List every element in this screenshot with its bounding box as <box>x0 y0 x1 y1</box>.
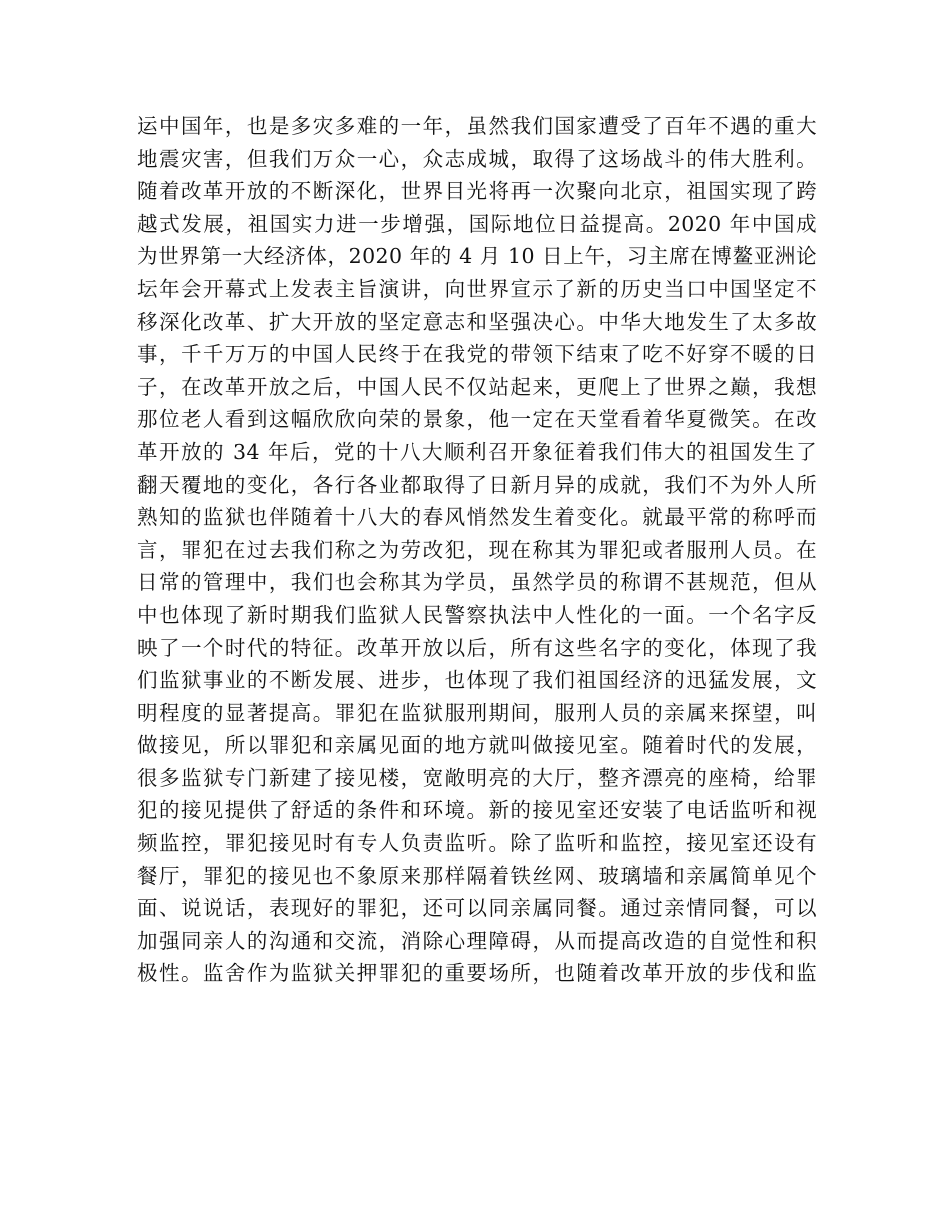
text-line: 地震灾害，但我们万众一心，众志成城，取得了这场战斗的伟大胜利。 <box>137 146 817 171</box>
text-line: 很多监狱专门新建了接见楼，宽敞明亮的大厅，整齐漂亮的座椅，给罪 <box>137 765 817 790</box>
text-line: 运中国年，也是多灾多难的一年，虽然我们国家遭受了百年不遇的重大 <box>137 114 817 138</box>
text-line: 中也体现了新时期我们监狱人民警察执法中人性化的一面。一个名字反 <box>137 602 817 627</box>
text-line: 那位老人看到这幅欣欣向荣的景象，他一定在天堂看着华夏微笑。在改 <box>137 407 817 432</box>
text-line: 做接见，所以罪犯和亲属见面的地方就叫做接见室。随着时代的发展， <box>137 733 817 758</box>
text-line: 餐厅，罪犯的接见也不象原来那样隔着铁丝网、玻璃墙和亲属简单见个 <box>137 863 817 888</box>
text-line: 映了一个时代的特征。改革开放以后，所有这些名字的变化，体现了我 <box>137 635 817 660</box>
text-line: 犯的接见提供了舒适的条件和环境。新的接见室还安装了电话监听和视 <box>137 798 817 823</box>
text-line: 子，在改革开放之后，中国人民不仅站起来，更爬上了世界之巅，我想 <box>137 374 817 399</box>
text-line: 随着改革开放的不断深化，世界目光将再一次聚向北京，祖国实现了跨 <box>137 179 817 204</box>
text-line: 明程度的显著提高。罪犯在监狱服刑期间，服刑人员的亲属来探望，叫 <box>137 700 817 725</box>
text-line: 坛年会开幕式上发表主旨演讲，向世界宣示了新的历史当口中国坚定不 <box>137 276 817 301</box>
text-line: 为世界第一大经济体，2020 年的 4 月 10 日上午，习主席在博鳌亚洲论 <box>137 244 817 269</box>
text-line: 极性。监舍作为监狱关押罪犯的重要场所，也随着改革开放的步伐和监 <box>137 961 817 986</box>
text-line: 越式发展，祖国实力进一步增强，国际地位日益提高。2020 年中国成 <box>137 211 817 236</box>
text-line: 革开放的 34 年后，党的十八大顺利召开象征着我们伟大的祖国发生了 <box>137 439 817 464</box>
body-paragraph <box>137 110 817 990</box>
text-line: 加强同亲人的沟通和交流，消除心理障碍，从而提高改造的自觉性和积 <box>137 928 817 953</box>
text-line: 言，罪犯在过去我们称之为劳改犯，现在称其为罪犯或者服刑人员。在 <box>137 537 817 562</box>
text-line: 频监控，罪犯接见时有专人负责监听。除了监听和监控，接见室还设有 <box>137 831 817 856</box>
text-line: 移深化改革、扩大开放的坚定意志和坚强决心。中华大地发生了太多故 <box>137 309 817 334</box>
text-line: 事，千千万万的中国人民终于在我党的带领下结束了吃不好穿不暖的日 <box>137 342 817 367</box>
text-line: 们监狱事业的不断发展、进步，也体现了我们祖国经济的迅猛发展，文 <box>137 668 817 693</box>
text-line: 熟知的监狱也伴随着十八大的春风悄然发生着变化。就最平常的称呼而 <box>137 505 817 530</box>
text-line: 日常的管理中，我们也会称其为学员，虽然学员的称谓不甚规范，但从 <box>137 570 817 595</box>
text-line: 面、说说话，表现好的罪犯，还可以同亲属同餐。通过亲情同餐，可以 <box>137 896 817 921</box>
text-line: 翻天覆地的变化，各行各业都取得了日新月异的成就，我们不为外人所 <box>137 472 817 497</box>
